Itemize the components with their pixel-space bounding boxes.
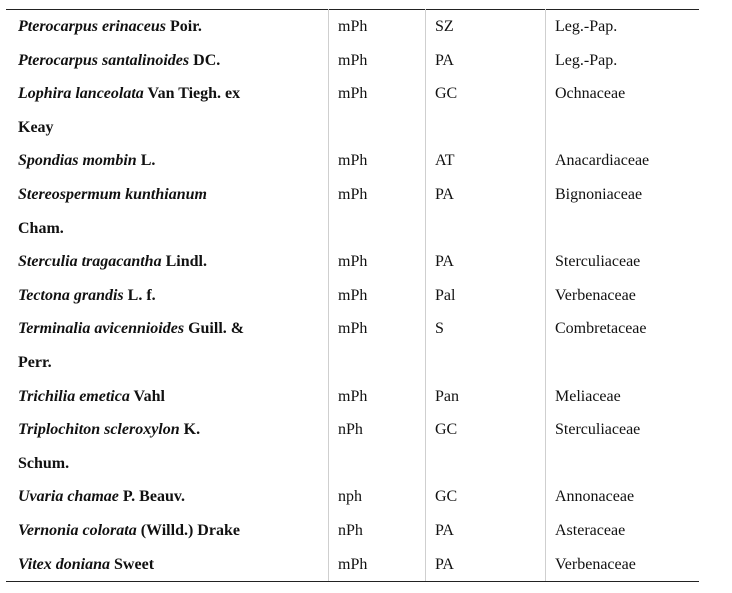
species-author: L. f. (127, 286, 156, 304)
species-author: L. (140, 152, 156, 170)
family-cell: Anacardiaceae (555, 152, 650, 170)
family-cell: Leg.-Pap. (555, 51, 618, 69)
species-cell (10, 77, 328, 144)
species-author: Lindl. (165, 253, 207, 271)
species-name: Lophira lanceolata (18, 85, 144, 103)
life-form-cell: mPh (338, 286, 368, 304)
life-form-cell: mPh (338, 387, 368, 405)
family-cell: Combretaceae (555, 320, 647, 338)
table-row (10, 144, 698, 178)
table-bottom-rule (6, 581, 699, 582)
species-author: K. (183, 421, 201, 439)
family-cell: Asteraceae (555, 521, 626, 539)
chorotype-cell: PA (435, 51, 454, 69)
chorotype-cell: GC (435, 488, 458, 506)
species-cell (10, 10, 328, 44)
species-cell (10, 413, 328, 480)
life-form-cell: mPh (338, 185, 368, 203)
chorotype-cell: GC (435, 85, 458, 103)
species-name: Pterocarpus santalinoides (18, 51, 190, 69)
species-author: Vahl (133, 387, 165, 405)
family-cell: Verbenaceae (555, 286, 636, 304)
species-cell (10, 548, 328, 582)
species-author-continued: Schum. (18, 454, 70, 472)
species-name: Triplochiton scleroxylon (18, 421, 180, 439)
species-name: Uvaria chamae (18, 488, 119, 506)
species-name: Trichilia emetica (18, 387, 130, 405)
species-author: Van Tiegh. ex (147, 85, 241, 103)
species-author: DC. (193, 51, 221, 69)
chorotype-cell: Pal (435, 286, 456, 304)
life-form-cell: mPh (338, 253, 368, 271)
species-name: Stereospermum kunthianum (18, 185, 207, 203)
life-form-cell: mPh (338, 51, 368, 69)
species-name: Pterocarpus erinaceus (18, 18, 166, 35)
species-name: Vitex doniana (18, 555, 111, 573)
table-row (10, 312, 698, 379)
family-cell: Leg.-Pap. (555, 18, 618, 35)
family-cell: Sterculiaceae (555, 421, 641, 439)
species-author-continued: Perr. (18, 353, 52, 371)
species-name: Sterculia tragacantha (18, 253, 162, 271)
species-name: Vernonia colorata (18, 521, 137, 539)
species-name: Spondias mombin (18, 152, 137, 170)
species-cell (10, 44, 328, 78)
species-cell (10, 514, 328, 548)
chorotype-cell: PA (435, 185, 454, 203)
species-cell (10, 380, 328, 414)
table-row (10, 77, 698, 144)
table-row (10, 245, 698, 279)
chorotype-cell: PA (435, 521, 454, 539)
species-author: (Willd.) Drake (140, 521, 240, 539)
chorotype-cell: S (435, 320, 444, 338)
table-row (10, 44, 698, 78)
species-author-continued: Cham. (18, 219, 64, 237)
species-cell (10, 279, 328, 313)
life-form-cell: nph (338, 488, 362, 506)
table-row (10, 413, 698, 480)
life-form-cell: mPh (338, 152, 368, 170)
life-form-cell: mPh (338, 18, 368, 35)
chorotype-cell: PA (435, 253, 454, 271)
family-cell: Bignoniaceae (555, 185, 643, 203)
species-cell (10, 480, 328, 514)
species-author-continued: Keay (18, 118, 54, 136)
table-row (10, 514, 698, 548)
family-cell: Annonaceae (555, 488, 635, 506)
chorotype-cell: PA (435, 555, 454, 573)
chorotype-cell: SZ (435, 18, 454, 35)
family-cell: Verbenaceae (555, 555, 636, 573)
table-row (10, 480, 698, 514)
species-name: Tectona grandis (18, 286, 124, 304)
table-row (10, 548, 698, 582)
table-row (10, 10, 698, 44)
life-form-cell: nPh (338, 421, 363, 439)
species-cell (10, 178, 328, 245)
species-author: Sweet (114, 555, 155, 573)
life-form-cell: mPh (338, 85, 368, 103)
life-form-cell: mPh (338, 320, 368, 338)
species-cell (10, 312, 328, 379)
table-row (10, 178, 698, 245)
family-cell: Sterculiaceae (555, 253, 641, 271)
species-author: Guill. & (188, 320, 245, 338)
species-author: Poir. (170, 18, 202, 35)
chorotype-cell: Pan (435, 387, 459, 405)
table-row (10, 279, 698, 313)
species-author: P. Beauv. (122, 488, 185, 506)
family-cell: Meliaceae (555, 387, 621, 405)
chorotype-cell: GC (435, 421, 458, 439)
species-cell (10, 144, 328, 178)
family-cell: Ochnaceae (555, 85, 626, 103)
species-cell (10, 245, 328, 279)
species-name: Terminalia avicennioides (18, 320, 185, 338)
chorotype-cell: AT (435, 152, 455, 170)
table-row (10, 380, 698, 414)
species-table-body (10, 10, 698, 581)
life-form-cell: mPh (338, 555, 368, 573)
species-table (10, 10, 698, 581)
life-form-cell: nPh (338, 521, 363, 539)
